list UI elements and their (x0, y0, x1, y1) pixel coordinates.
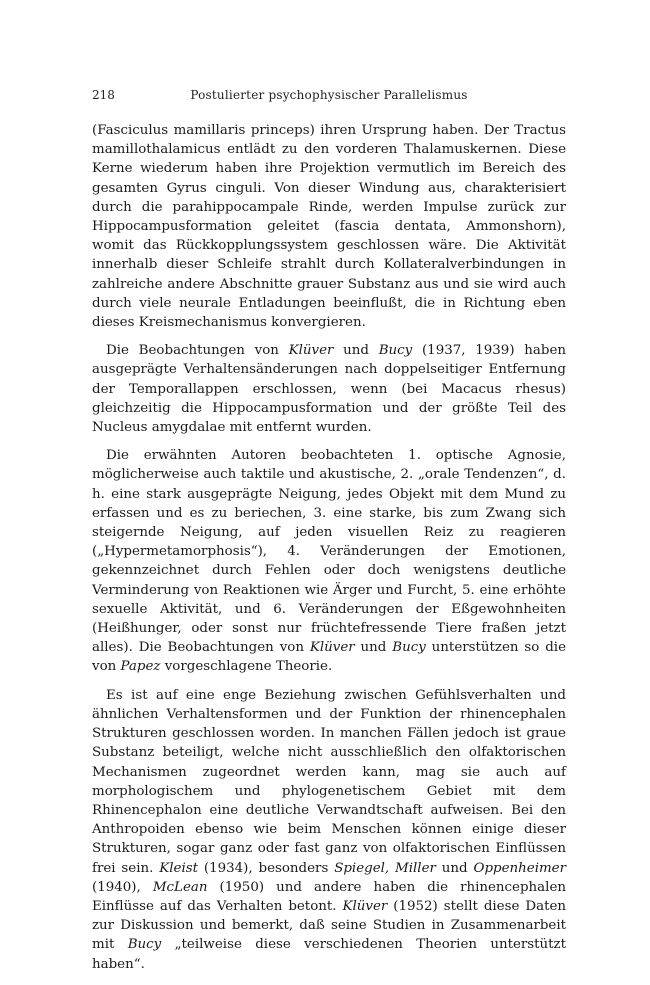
running-title: Postulierter psychophysischer Parallelismus (190, 88, 468, 102)
author-name: Klüver (288, 343, 334, 359)
page-number: 218 (92, 88, 115, 102)
author-name: McLean (152, 879, 208, 895)
text-run: Es ist auf eine enge Beziehung zwischen Gefühlsverhalten und ähnlichen Verhaltensformen und der Funktion der rhinencephalen Strukturen geschlossen worden. In manchen Fällen jedoch ist graue Substanz beteiligt, welche nicht ausschließlich den olfaktorischen Mechanismen zugeordnet werden kann, mag sie auch auf morphologischem und phylogenetischem Gebiet mit dem Rhinencephalon eine deutliche Verwandtschaft aufweisen. Bei den Anthropoiden ebenso wie beim Menschen können einige dieser Strukturen, sogar ganz oder fast ganz von olfaktorischen Einflüssen frei sein. (92, 687, 566, 876)
text-run: und (333, 343, 379, 359)
author-name: Spiegel, Miller (334, 860, 436, 876)
author-name: Oppenheimer (473, 860, 566, 876)
text-run: Die erwähnten Autoren beobachteten 1. optische Agnosie, möglicherweise auch taktile und akustische, 2. „orale Tendenzen“, d. h. eine stark ausgeprägte Neigung, jedes Objekt mit dem Mund zu erfassen und es zu beriechen, 3. eine starke, bis zum Zwang sich steigernde Neigung, auf jeden visuellen Reiz zu reagieren („Hypermetamorphosis“), 4. Veränderungen der Emotionen, gekennzeichnet durch Fehlen oder doch wenigstens deutliche Verminderung von Reaktionen wie Ärger und Furcht, 5. eine erhöhte sexuelle Aktivität, und 6. Veränderungen der Eßgewohnheiten (Heißhunger, oder sonst nur früchtefressende Tiere fraßen jetzt alles). Die Beobachtungen von (92, 448, 566, 656)
text-run: (1934), besonders (198, 860, 335, 876)
text-run: (1937, 1939) haben ausgeprägte Verhaltensänderungen nach doppelseitiger Entfernung der Temporallappen erschlossen, wenn (bei Macacus rhesus) gleichzeitig die Hippocampusformation und der größte Teil des Nucleus amygdalae mit entfernt wurden. (92, 343, 566, 436)
text-run: (1940), (92, 879, 153, 895)
text-run: vorgeschlagene Theorie. (160, 659, 333, 675)
author-name: Papez (120, 659, 161, 675)
author-name: Kleist (159, 860, 198, 876)
paragraph (92, 446, 566, 676)
text-run: (Fasciculus mamillaris princeps) ihren Ursprung haben. Der Tractus mamillothalamicus entlädt zu den vorderen Thalamuskernen. Diese Kerne wiederum haben ihre Projektion vermutlich im Bereich des gesamten Gyrus cinguli. Von dieser Windung aus, charakterisiert durch die parahippocampale Rinde, werden Impulse zurück zur Hippocampusformation geleitet (fascia dentata, Ammonshorn), womit das Rückkopplungssystem geschlossen wäre. Die Aktivität innerhalb dieser Schleife strahlt durch Kollateralverbindungen in zahlreiche andere Abschnitte grauer Substanz aus und sie wird auch durch viele neurale Entladungen beeinflußt, die in Richtung eben dieses Kreismechanismus konvergieren. (92, 123, 566, 331)
text-run: unterstützen so die von (92, 640, 566, 675)
author-name: Bucy (378, 343, 413, 359)
body-text (92, 121, 566, 974)
paragraph (92, 686, 566, 974)
author-name: Bucy (392, 640, 426, 656)
text-run: (1952) stellt diese Daten zur Diskussion und bemerkt, daß seine Studien in Zusammenarbeit mit (92, 898, 567, 953)
author-name: Klüver (342, 898, 388, 914)
text-run: und (354, 640, 393, 656)
text-run: (1950) und andere haben die rhinencephalen Einflüsse auf das Verhalten betont. (92, 879, 566, 914)
paragraph (92, 121, 566, 332)
paragraph (92, 341, 566, 437)
author-name: Bucy (127, 937, 162, 953)
text-run: und (435, 860, 474, 876)
author-name: Klüver (309, 640, 355, 656)
text-run: „teilweise diese verschiedenen Theorien unterstützt haben“. (92, 937, 566, 972)
text-run: Die Beobachtungen von (106, 343, 289, 359)
page-header (92, 88, 566, 108)
